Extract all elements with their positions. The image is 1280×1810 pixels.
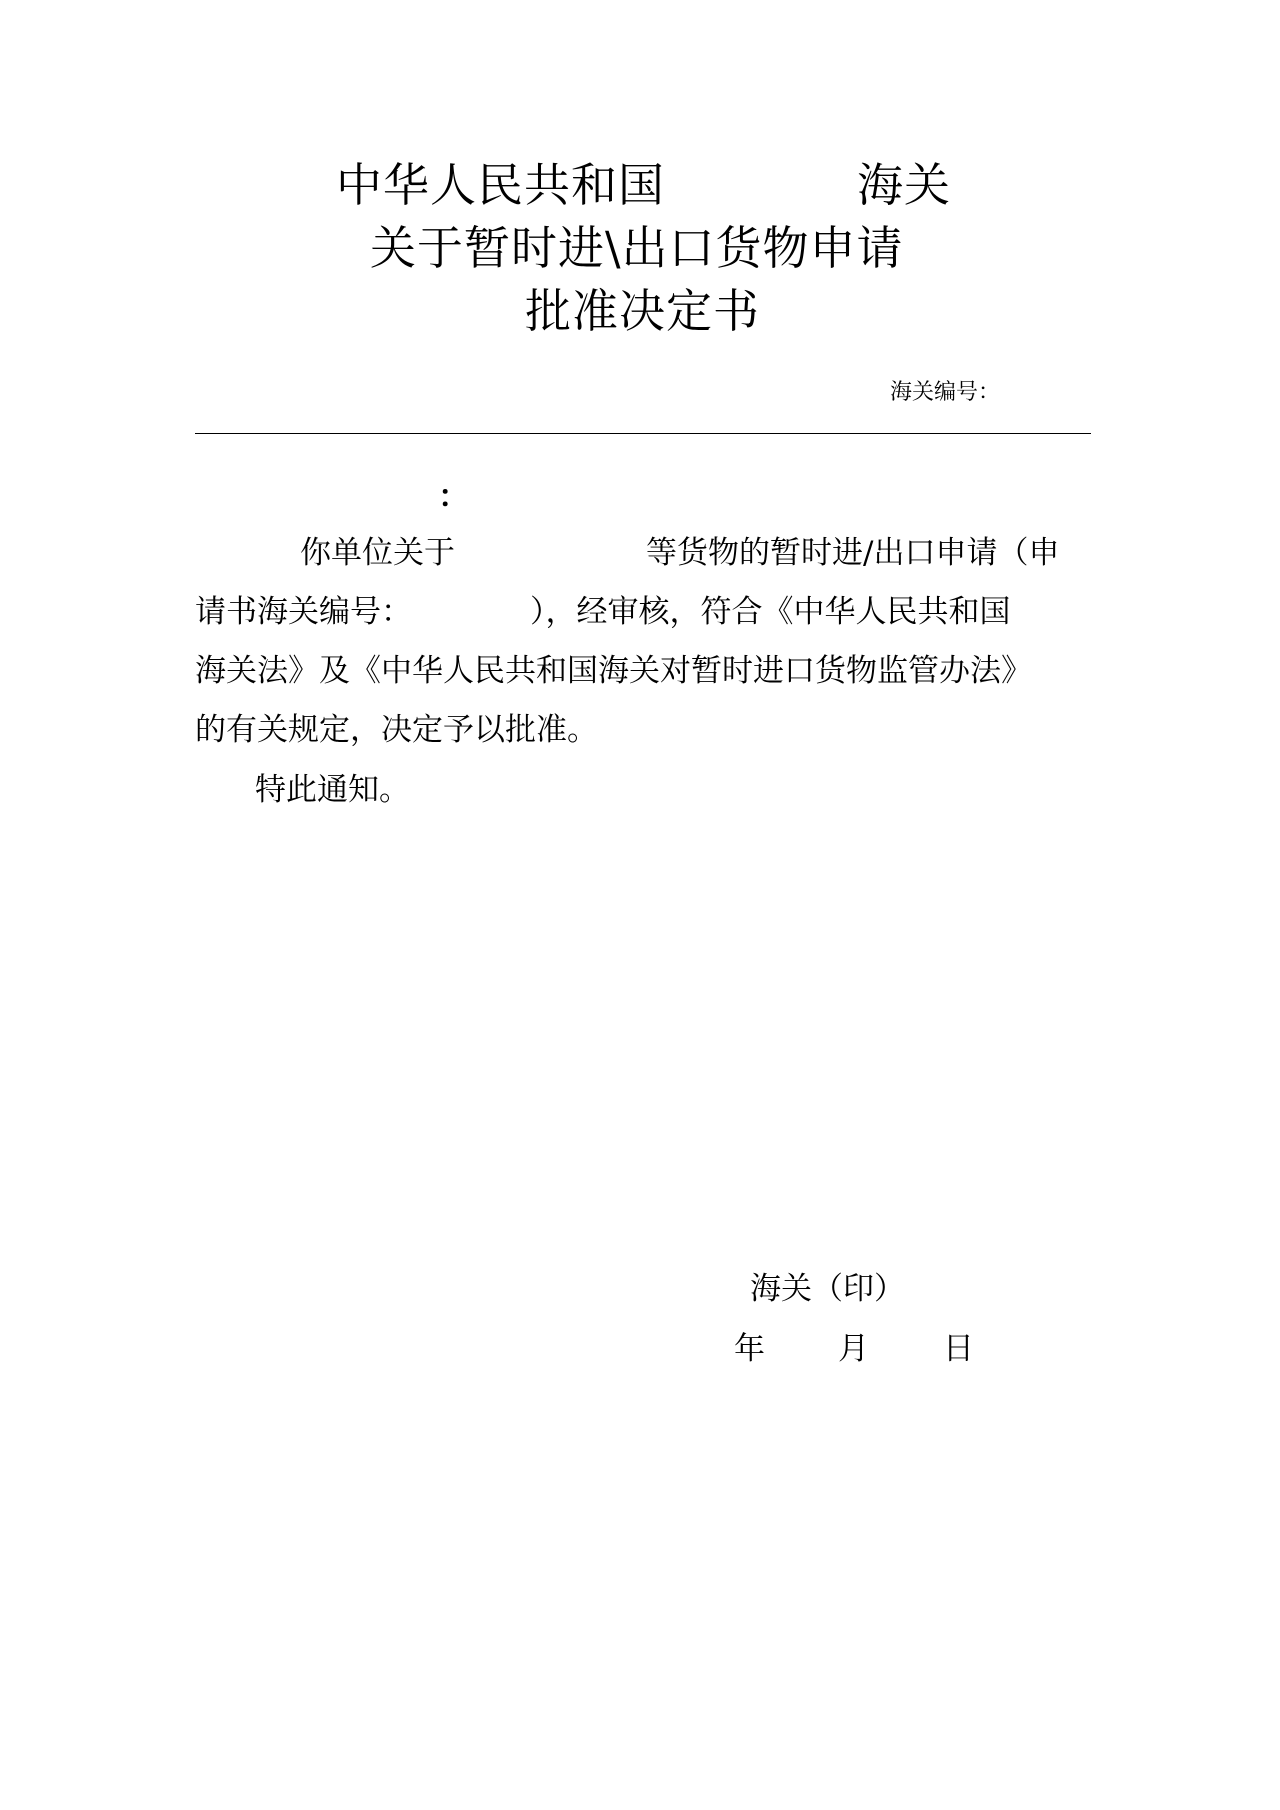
title-line-3: 批准决定书	[525, 284, 760, 338]
addressee-colon: ：	[438, 479, 469, 515]
signature-seal-label: 海关（印）	[750, 1271, 905, 1307]
customs-number-label: 海关编号：	[890, 380, 1001, 405]
closing-line: 特此通知。	[255, 772, 410, 808]
body-line-2-end: ），经审核，符合《中华人民共和国	[530, 594, 1011, 630]
title-line-2: 关于暂时进\出口货物申请	[370, 221, 904, 275]
body-line-1-start: 你单位关于	[300, 535, 455, 571]
date-day: 日	[943, 1331, 974, 1367]
body-line-3: 海关法》及《中华人民共和国海关对暂时进口货物监管办法》	[195, 653, 1032, 689]
date-year: 年	[734, 1331, 765, 1367]
date-month: 月	[838, 1331, 869, 1367]
body-line-2-start: 请书海关编号：	[195, 594, 412, 630]
title-line-1-right: 海关	[857, 158, 951, 212]
body-line-1-end: 等货物的暂时进/出口申请（申	[646, 535, 1060, 571]
body-line-4: 的有关规定，决定予以批准。	[195, 712, 598, 748]
header-divider	[195, 433, 1091, 434]
title-line-1-left: 中华人民共和国	[336, 158, 665, 212]
